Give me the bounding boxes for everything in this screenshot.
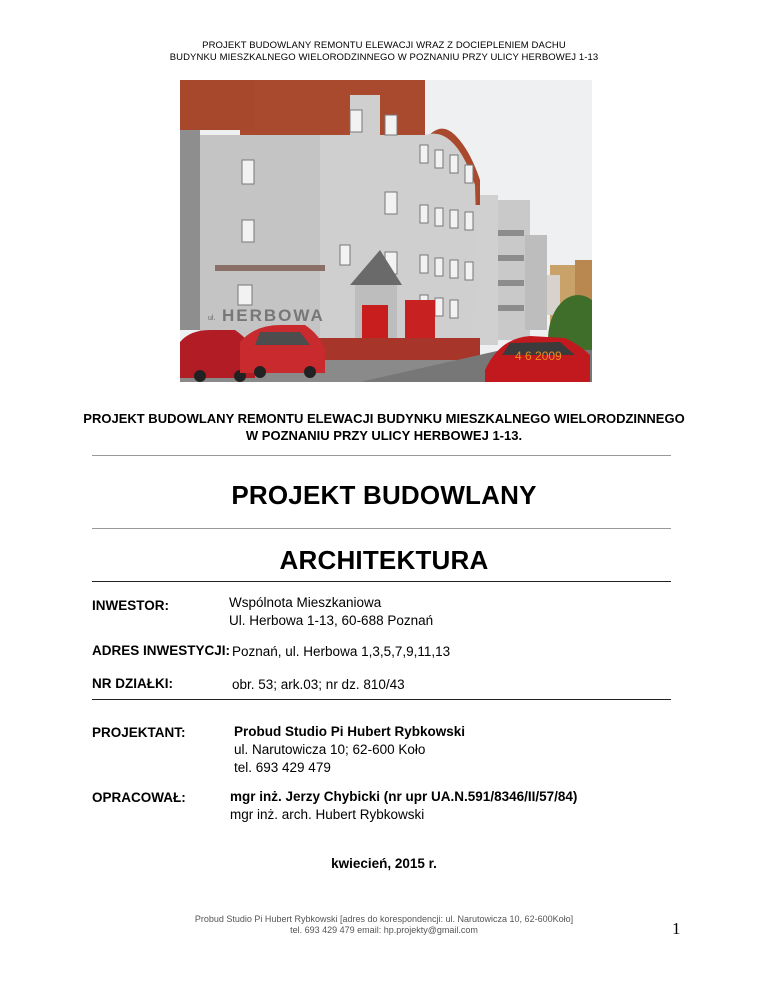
branch-title: ARCHITEKTURA bbox=[279, 545, 489, 575]
designer-name: Probud Studio Pi Hubert Rybkowski bbox=[234, 724, 466, 739]
divider bbox=[92, 581, 671, 582]
page-number: 1 bbox=[672, 919, 681, 938]
designer-label: PROJEKTANT: bbox=[92, 725, 186, 740]
photo-sign-prefix: ul. bbox=[208, 315, 216, 322]
investor-value bbox=[229, 594, 433, 630]
designer-address: ul. Narutowicza 10; 62-600 Koło bbox=[234, 742, 426, 757]
designer-phone: tel. 693 429 479 bbox=[234, 760, 331, 775]
project-title-line-1: PROJEKT BUDOWLANY REMONTU ELEWACJI BUDYNKU MIESZKALNEGO WIELORODZINNEGO bbox=[83, 411, 685, 426]
project-title-line-2: W POZNANIU PRZY ULICY HERBOWEJ 1-13. bbox=[245, 428, 523, 443]
plot-value: obr. 53; ark.03; nr dz. 810/43 bbox=[232, 677, 405, 692]
prepared-by-label: OPRACOWAŁ: bbox=[92, 790, 186, 805]
photo-date-stamp: 4 6 2009 bbox=[515, 349, 562, 363]
plot-label: NR DZIAŁKI: bbox=[92, 676, 173, 691]
prepared-by-value bbox=[230, 788, 577, 824]
prepared-by-name-2: mgr inż. arch. Hubert Rybkowski bbox=[230, 807, 425, 822]
investor-name: Wspólnota Mieszkaniowa bbox=[229, 595, 382, 610]
document-type: PROJEKT BUDOWLANY bbox=[231, 480, 537, 510]
divider bbox=[92, 699, 671, 700]
photo-sign: HERBOWA bbox=[222, 306, 325, 325]
header-line-1: PROJEKT BUDOWLANY REMONTU ELEWACJI WRAZ Z DOCIEPLENIEM DACHU bbox=[202, 40, 566, 51]
investor-label: INWESTOR: bbox=[92, 598, 169, 613]
header-line-2: BUDYNKU MIESZKALNEGO WIELORODZINNEGO W POZNANIU PRZY ULICY HERBOWEJ 1-13 bbox=[169, 52, 599, 63]
car-middle bbox=[240, 325, 325, 378]
address-value: Poznań, ul. Herbowa 1,3,5,7,9,11,13 bbox=[232, 644, 451, 659]
designer-value bbox=[234, 723, 465, 777]
divider bbox=[92, 455, 671, 456]
prepared-by-name-1: mgr inż. Jerzy Chybicki (nr upr UA.N.591/8346/II/57/84) bbox=[230, 789, 578, 804]
investor-address: Ul. Herbowa 1-13, 60-688 Poznań bbox=[229, 613, 434, 628]
address-label: ADRES INWESTYCJI: bbox=[92, 643, 231, 658]
document-date: kwiecień, 2015 r. bbox=[331, 856, 437, 871]
footer-line-2: tel. 693 429 479 email: hp.projekty@gmail.com bbox=[290, 925, 478, 935]
footer-line-1: Probud Studio Pi Hubert Rybkowski [adres do korespondencji: ul. Narutowicza 10, 62-600Koło] bbox=[194, 914, 574, 924]
building-photo bbox=[180, 80, 592, 382]
divider bbox=[92, 528, 671, 529]
